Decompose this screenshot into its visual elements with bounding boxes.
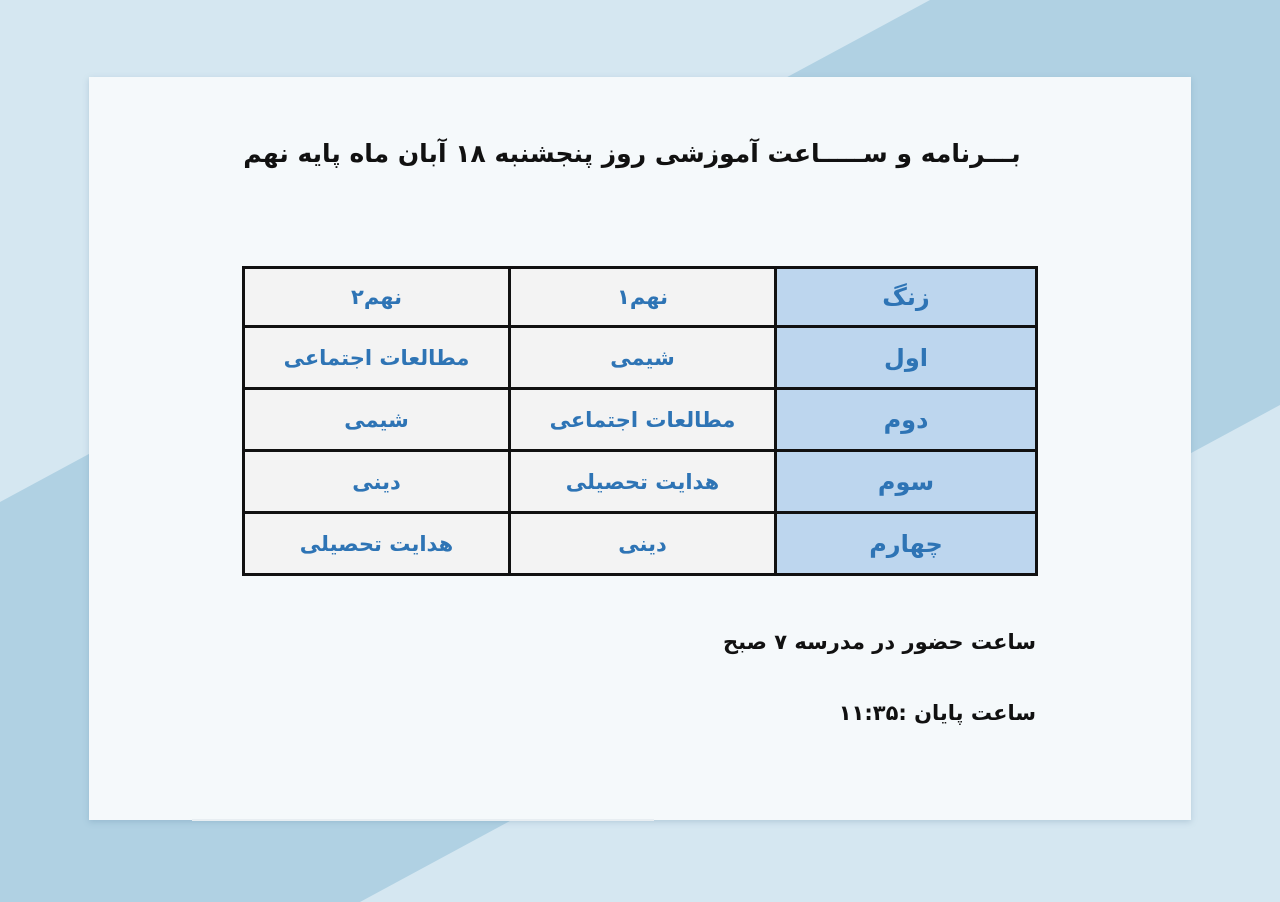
table-header-row <box>244 268 1037 327</box>
schedule-sheet <box>89 77 1191 820</box>
class2-cell: دینی <box>244 451 510 513</box>
class2-cell: مطالعات اجتماعی <box>244 327 510 389</box>
page-title: بـــرنامه و ســـــاعت آموزشی روز پنجشنبه ۱۸ آبان ماه پایه نهم <box>243 139 1021 168</box>
table-row <box>244 451 1037 513</box>
header-class1: نهم۱ <box>510 268 776 327</box>
end-time-value: ۱۱:۳۵ <box>838 701 899 725</box>
class2-cell: شیمی <box>244 389 510 451</box>
class1-cell: هدایت تحصیلی <box>510 451 776 513</box>
table-row <box>244 327 1037 389</box>
class1-cell: دینی <box>510 513 776 575</box>
table-row <box>244 513 1037 575</box>
class1-cell: شیمی <box>510 327 776 389</box>
bell-cell: دوم <box>776 389 1037 451</box>
header-class2: نهم۲ <box>244 268 510 327</box>
bell-cell: چهارم <box>776 513 1037 575</box>
end-time-label: ساعت پایان : <box>898 701 1036 725</box>
bell-cell: اول <box>776 327 1037 389</box>
header-bell: زنگ <box>776 268 1037 327</box>
bottom-divider <box>192 819 654 821</box>
schedule-table <box>242 266 1038 576</box>
class2-cell: هدایت تحصیلی <box>244 513 510 575</box>
class1-cell: مطالعات اجتماعی <box>510 389 776 451</box>
end-time-note <box>839 701 1036 725</box>
start-time-note: ساعت حضور در مدرسه ۷ صبح <box>722 630 1036 654</box>
table-row <box>244 389 1037 451</box>
bell-cell: سوم <box>776 451 1037 513</box>
